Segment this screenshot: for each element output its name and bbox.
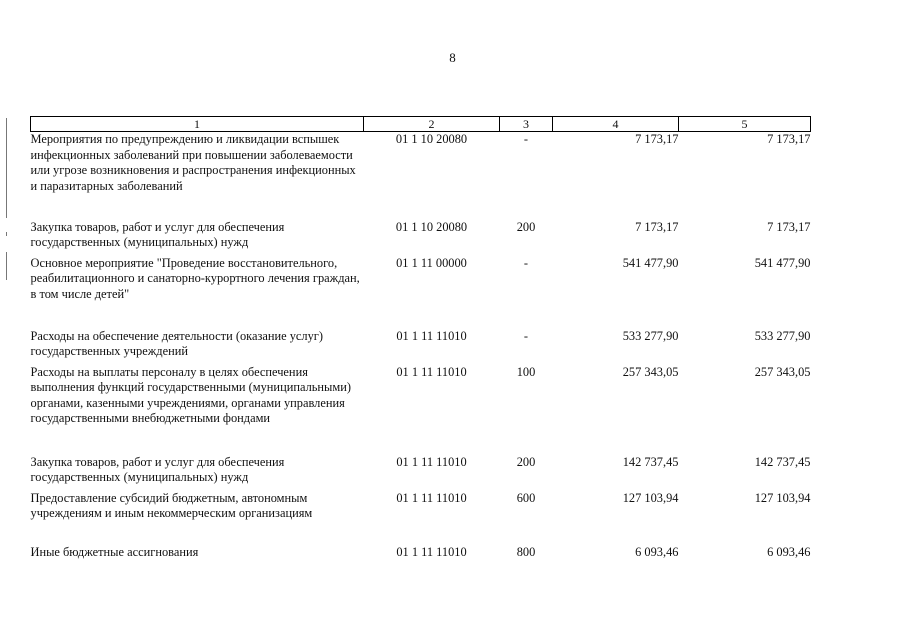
row-name: Предоставление субсидий бюджетным, автономным учреждениям и иным некоммерческим организациям xyxy=(30,490,313,521)
scan-edge-mark xyxy=(6,118,7,218)
row-kvr: 200 xyxy=(516,454,536,469)
row-code: 01 1 11 11010 xyxy=(396,364,467,379)
header-cell: 3 xyxy=(500,117,553,132)
row-sum-col5: 6 093,46 xyxy=(767,544,811,559)
row-kvr: - xyxy=(523,328,529,343)
row-sum-col5: 257 343,05 xyxy=(754,364,811,379)
table-row xyxy=(31,132,811,220)
row-kvr: - xyxy=(523,132,529,146)
table-row xyxy=(31,220,811,256)
row-sum-col4: 7 173,17 xyxy=(635,219,679,234)
header-row xyxy=(31,117,811,132)
row-name: Расходы на обеспечение деятельности (оказание услуг) государственных учреждений xyxy=(30,328,324,359)
table-row xyxy=(31,491,811,545)
row-code: 01 1 11 11010 xyxy=(396,490,467,505)
row-code: 01 1 11 11010 xyxy=(396,328,467,343)
budget-table xyxy=(30,116,811,565)
row-name: Основное мероприятие "Проведение восстановительного, реабилитационного и санаторно-курортного лечения граждан, в том числе детей" xyxy=(30,255,360,301)
header-cell: 2 xyxy=(364,117,500,132)
row-kvr: 200 xyxy=(516,219,536,234)
row-sum-col4: 541 477,90 xyxy=(622,255,679,270)
row-sum-col5: 7 173,17 xyxy=(767,132,811,146)
table-row xyxy=(31,545,811,565)
row-sum-col4: 127 103,94 xyxy=(622,490,679,505)
row-code: 01 1 10 20080 xyxy=(395,132,468,146)
scan-edge-mark xyxy=(6,252,7,280)
table-row xyxy=(31,329,811,365)
table-row xyxy=(31,455,811,491)
row-sum-col5: 7 173,17 xyxy=(767,219,811,234)
scan-edge-mark xyxy=(6,232,7,236)
row-name: Мероприятия по предупреждению и ликвидации вспышек инфекционных заболеваний при повышении заболеваемости или угрозе возникновения и распространения инфекционных и паразитарных заболеваний xyxy=(30,132,356,193)
table-row xyxy=(31,256,811,329)
row-name: Закупка товаров, работ и услуг для обеспечения государственных (муниципальных) нужд xyxy=(30,219,285,250)
row-code: 01 1 11 11010 xyxy=(396,544,467,559)
row-name: Иные бюджетные ассигнования xyxy=(30,544,199,559)
row-kvr: 600 xyxy=(516,490,536,505)
row-code: 01 1 11 00000 xyxy=(396,255,467,270)
row-sum-col4: 257 343,05 xyxy=(622,364,679,379)
row-sum-col5: 541 477,90 xyxy=(754,255,811,270)
row-sum-col5: 533 277,90 xyxy=(754,328,811,343)
row-name: Расходы на выплаты персоналу в целях обеспечения выполнения функций государственными (муниципальными) органами, казенными учреждениями, органами управления государственными внебюджетными фондами xyxy=(30,364,351,426)
page-number: 8 xyxy=(449,50,456,65)
row-sum-col4: 6 093,46 xyxy=(635,544,679,559)
row-sum-col4: 533 277,90 xyxy=(622,328,679,343)
header-cell: 5 xyxy=(679,117,811,132)
row-sum-col5: 127 103,94 xyxy=(754,490,811,505)
row-sum-col5: 142 737,45 xyxy=(754,454,811,469)
row-sum-col4: 142 737,45 xyxy=(622,454,679,469)
row-code: 01 1 11 11010 xyxy=(396,454,467,469)
row-code: 01 1 10 20080 xyxy=(395,219,468,234)
row-kvr: 800 xyxy=(516,544,536,559)
table-row xyxy=(31,365,811,455)
row-sum-col4: 7 173,17 xyxy=(635,132,679,146)
header-cell: 4 xyxy=(553,117,679,132)
row-kvr: 100 xyxy=(516,364,536,379)
header-cell: 1 xyxy=(31,117,364,132)
row-kvr: - xyxy=(523,255,529,270)
row-name: Закупка товаров, работ и услуг для обеспечения государственных (муниципальных) нужд xyxy=(30,454,285,485)
